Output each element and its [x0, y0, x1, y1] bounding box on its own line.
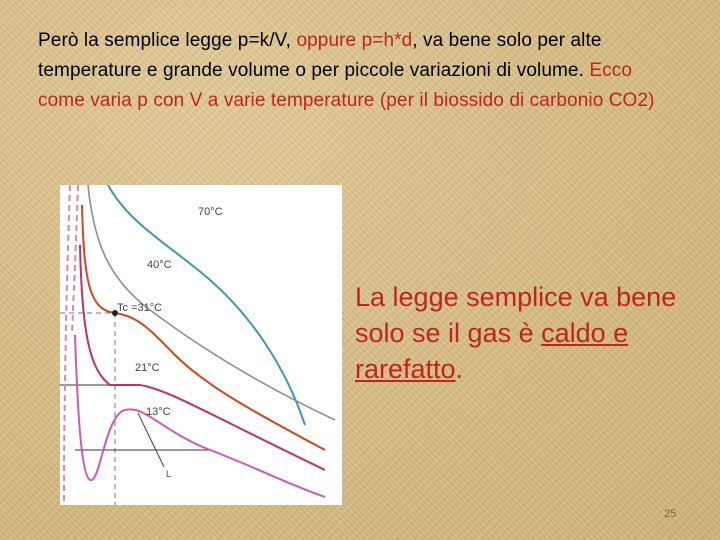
intro-part-1: Però la semplice legge p=k/V,: [38, 30, 297, 51]
isotherm-21c: [80, 245, 325, 470]
label-13c: 13°C: [146, 406, 171, 418]
side-end: .: [455, 354, 464, 384]
label-70c: 70°C: [198, 206, 223, 218]
label-40c: 40°C: [147, 259, 172, 271]
intro-part-2: oppure p=h*d: [296, 30, 413, 51]
side-underlined: caldo e rarefatto: [355, 318, 629, 384]
l-pointer: [138, 413, 164, 467]
isotherm-chart: [60, 185, 342, 505]
dashed-curve-outer: [64, 185, 70, 505]
intro-part-3: , va bene solo per alte temperature e grande volume o per piccole variazioni di volume.: [38, 30, 602, 81]
intro-part-4: Ecco come varia p con V a varie temperature (per il biossido di carbonio CO2): [38, 60, 655, 111]
isotherm-figure: [60, 185, 342, 505]
isotherm-13c: [75, 335, 325, 497]
label-l: L: [166, 469, 172, 479]
side-text: La legge semplice va bene solo se il gas è: [355, 282, 677, 348]
label-tc: Tc =31°C: [117, 302, 163, 314]
intro-text: [38, 26, 678, 116]
side-statement: [355, 279, 715, 387]
page-number: 25: [664, 508, 677, 520]
label-21c: 21°C: [135, 362, 160, 374]
